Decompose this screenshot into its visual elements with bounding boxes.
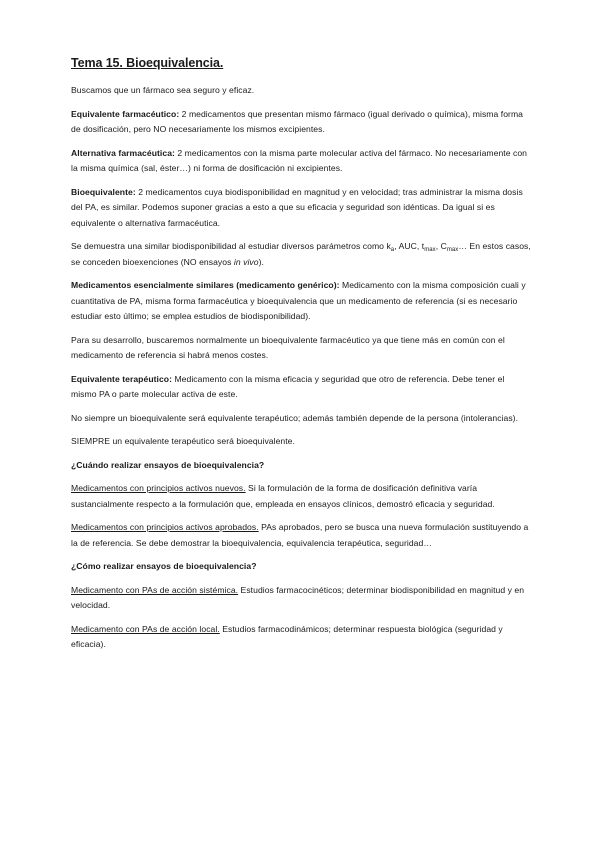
definition-text: Medicamento con la misma eficacia y seguridad que otro de referencia. Debe tener el mismo PA o parte molecular activa de este. — [71, 373, 505, 399]
definition-text: 2 medicamentos cuya biodisponibilidad en magnitud y en velocidad; tras administrar la misma dosis del PA, es similar. Podemos suponer gracias a esto a que su eficacia y seguridad son idénticas. Da igual si es equivalente o alternativa farmacéutica. — [71, 186, 523, 228]
heading-cuando — [71, 458, 531, 474]
paragraph-medicamento-generico — [71, 278, 531, 325]
italic-in-vivo: in vivo — [233, 256, 259, 267]
definition-text: 2 medicamentos con la misma parte molecular activa del fármaco. No necesariamente con la misma química (sal, éster…) ni forma de dosificación ni excipientes. — [71, 147, 527, 173]
paragraph-text: Se demuestra una similar biodisponibilidad al estudiar diversos parámetros como k — [71, 241, 391, 251]
paragraph-accion-sistemica — [71, 583, 531, 614]
paragraph-equivalente-terapeutico — [71, 372, 531, 403]
document-page — [71, 56, 531, 661]
definition-text: Estudios farmacocinéticos; determinar biodisponibilidad en magnitud y en velocidad. — [71, 584, 525, 610]
term-pa-aprobados: Medicamentos con principios activos aprobados. — [71, 522, 259, 532]
paragraph-no-siempre: No siempre un bioequivalente será equivalente terapéutico; además también depende de la persona (intolerancias). — [71, 412, 519, 423]
term-pa-nuevos: Medicamentos con principios activos nuevos. — [71, 483, 246, 493]
paragraph-text: … En estos casos, se conceden bioexenciones (NO ensayos — [71, 241, 531, 267]
paragraph-text: ). — [258, 256, 264, 267]
paragraph-parametros — [71, 239, 531, 270]
definition-text: Medicamento con la misma composición cuali y cuantitativa de PA, misma forma farmacéutica y bioequivalencia que un medicamento de referencia (si es necesario estudiar esto último; se emplea estudios de biodisponibilidad). — [71, 280, 526, 321]
paragraph-alternativa-farmaceutica — [71, 146, 531, 177]
definition-text: Estudios farmacodinámicos; determinar respuesta biológica (seguridad y eficacia). — [71, 623, 503, 649]
heading-cuando-text: ¿Cuándo realizar ensayos de bioequivalencia? — [71, 459, 265, 470]
paragraph-bioequivalente — [71, 185, 531, 232]
term-accion-sistemica: Medicamento con PAs de acción sistémica. — [71, 584, 239, 595]
paragraph-text: , AUC, t — [394, 241, 425, 251]
term-bioequivalente: Bioequivalente: — [71, 186, 136, 197]
paragraph-pa-aprobados — [71, 520, 531, 551]
paragraph-siempre: SIEMPRE un equivalente terapéutico será bioequivalente. — [71, 436, 295, 446]
subscript-max: max — [446, 247, 459, 253]
definition-text: 2 medicamentos que presentan mismo fármaco (igual derivado o química), misma forma de dosificación, pero NO necesariamente los mismos excipientes. — [71, 108, 523, 134]
paragraph-equivalente-farmaceutico — [71, 107, 531, 138]
term-equivalente-farmaceutico: Equivalente farmacéutico: — [71, 108, 180, 119]
definition-text: Si la formulación de la forma de dosificación definitiva varía sustancialmente respecto a la formulación que, empleada en ensayos clínicos, demostró eficacia y seguridad. — [71, 483, 495, 509]
paragraph-pa-nuevos — [71, 481, 531, 512]
page-title: Tema 15. Bioequivalencia. — [71, 56, 224, 70]
definition-text: PAs aprobados, pero se busca una nueva formulación sustituyendo a la de referencia. Se debe demostrar la bioequivalencia, equivalencia terapéutica, seguridad… — [71, 522, 529, 548]
paragraph-accion-local — [71, 622, 531, 653]
paragraph-text: , C — [435, 241, 447, 251]
paragraph-desarrollo: Para su desarrollo, buscaremos normalmente un bioequivalente farmacéutico ya que tiene más en común con el medicamento de referencia si habrá menos costes. — [71, 334, 505, 360]
subscript-max: max — [424, 247, 436, 253]
term-medicamento-generico: Medicamentos esencialmente similares (medicamento genérico): — [71, 280, 340, 290]
term-alternativa-farmaceutica: Alternativa farmacéutica: — [71, 147, 175, 158]
heading-como — [71, 559, 531, 575]
subscript-a: a — [390, 247, 395, 253]
heading-como-text: ¿Cómo realizar ensayos de bioequivalencia? — [71, 561, 257, 571]
term-accion-local: Medicamento con PAs de acción local. — [71, 623, 220, 634]
paragraph-intro: Buscamos que un fármaco sea seguro y eficaz. — [71, 85, 255, 95]
term-equivalente-terapeutico: Equivalente terapéutico: — [71, 373, 173, 384]
